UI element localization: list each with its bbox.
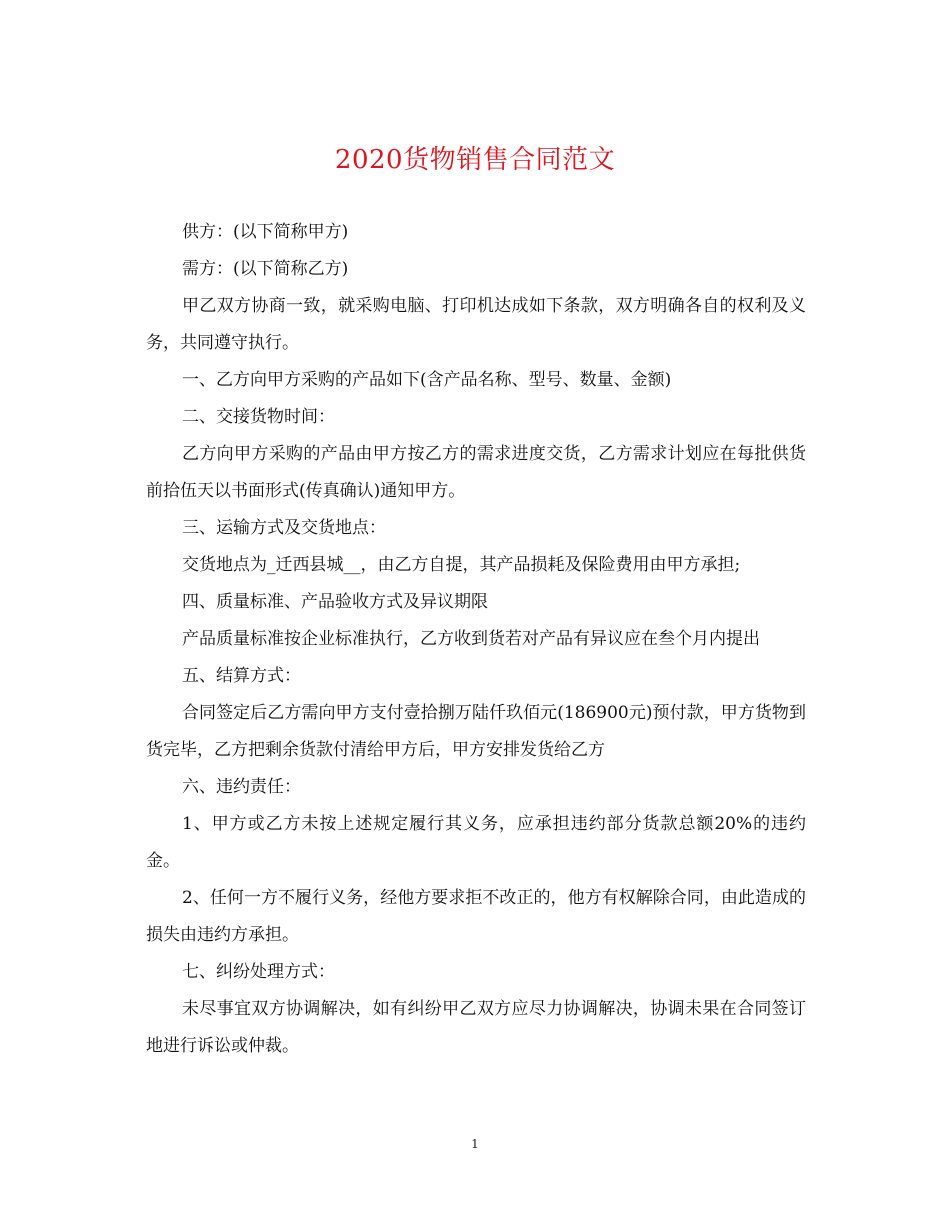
- section-7-heading: 七、纠纷处理方式：: [182, 962, 335, 982]
- section-5-heading: 五、结算方式：: [182, 666, 301, 686]
- section-3-body: 交货地点为_迁西县城__，由乙方自提，其产品损耗及保险费用由甲方承担;: [182, 555, 741, 575]
- preamble-paragraph: 甲乙双方协商一致，就采购电脑、打印机达成如下条款，双方明确各自的权利及义务，共同遵守执行。: [146, 296, 806, 353]
- section-6-clause-2: 2、任何一方不履行义务，经他方要求拒不改正的，他方有权解除合同，由此造成的损失由违约方承担。: [146, 888, 806, 945]
- document-body: [146, 214, 806, 1065]
- section-4-heading: 四、质量标准、产品验收方式及异议期限: [182, 592, 488, 612]
- section-2-body: 乙方向甲方采购的产品由甲方按乙方的需求进度交货，乙方需求计划应在每批供货前拾伍天以书面形式(传真确认)通知甲方。: [146, 444, 806, 501]
- section-2-heading: 二、交接货物时间：: [182, 407, 335, 427]
- section-4-body: 产品质量标准按企业标准执行，乙方收到货若对产品有异议应在叁个月内提出: [182, 629, 760, 649]
- section-6-heading: 六、违约责任：: [182, 777, 301, 797]
- section-3-heading: 三、运输方式及交货地点：: [182, 518, 386, 538]
- page-title: 2020货物销售合同范文: [334, 145, 616, 175]
- section-7-body: 未尽事宜双方协调解决，如有纠纷甲乙双方应尽力协调解决，协调未果在合同签订地进行诉讼或仲裁。: [146, 999, 806, 1056]
- page-number: 1: [471, 1137, 479, 1151]
- section-5-body: 合同签定后乙方需向甲方支付壹拾捌万陆仟玖佰元(186900元)预付款，甲方货物到货完毕，乙方把剩余货款付清给甲方后，甲方安排发货给乙方: [146, 703, 806, 760]
- section-1-heading: 一、乙方向甲方采购的产品如下(含产品名称、型号、数量、金额): [182, 370, 672, 390]
- supplier-line: 供方：(以下简称甲方): [182, 222, 349, 242]
- section-6-clause-1: 1、甲方或乙方未按上述规定履行其义务，应承担违约部分货款总额20%的违约金。: [146, 814, 806, 871]
- buyer-line: 需方：(以下简称乙方): [182, 259, 349, 279]
